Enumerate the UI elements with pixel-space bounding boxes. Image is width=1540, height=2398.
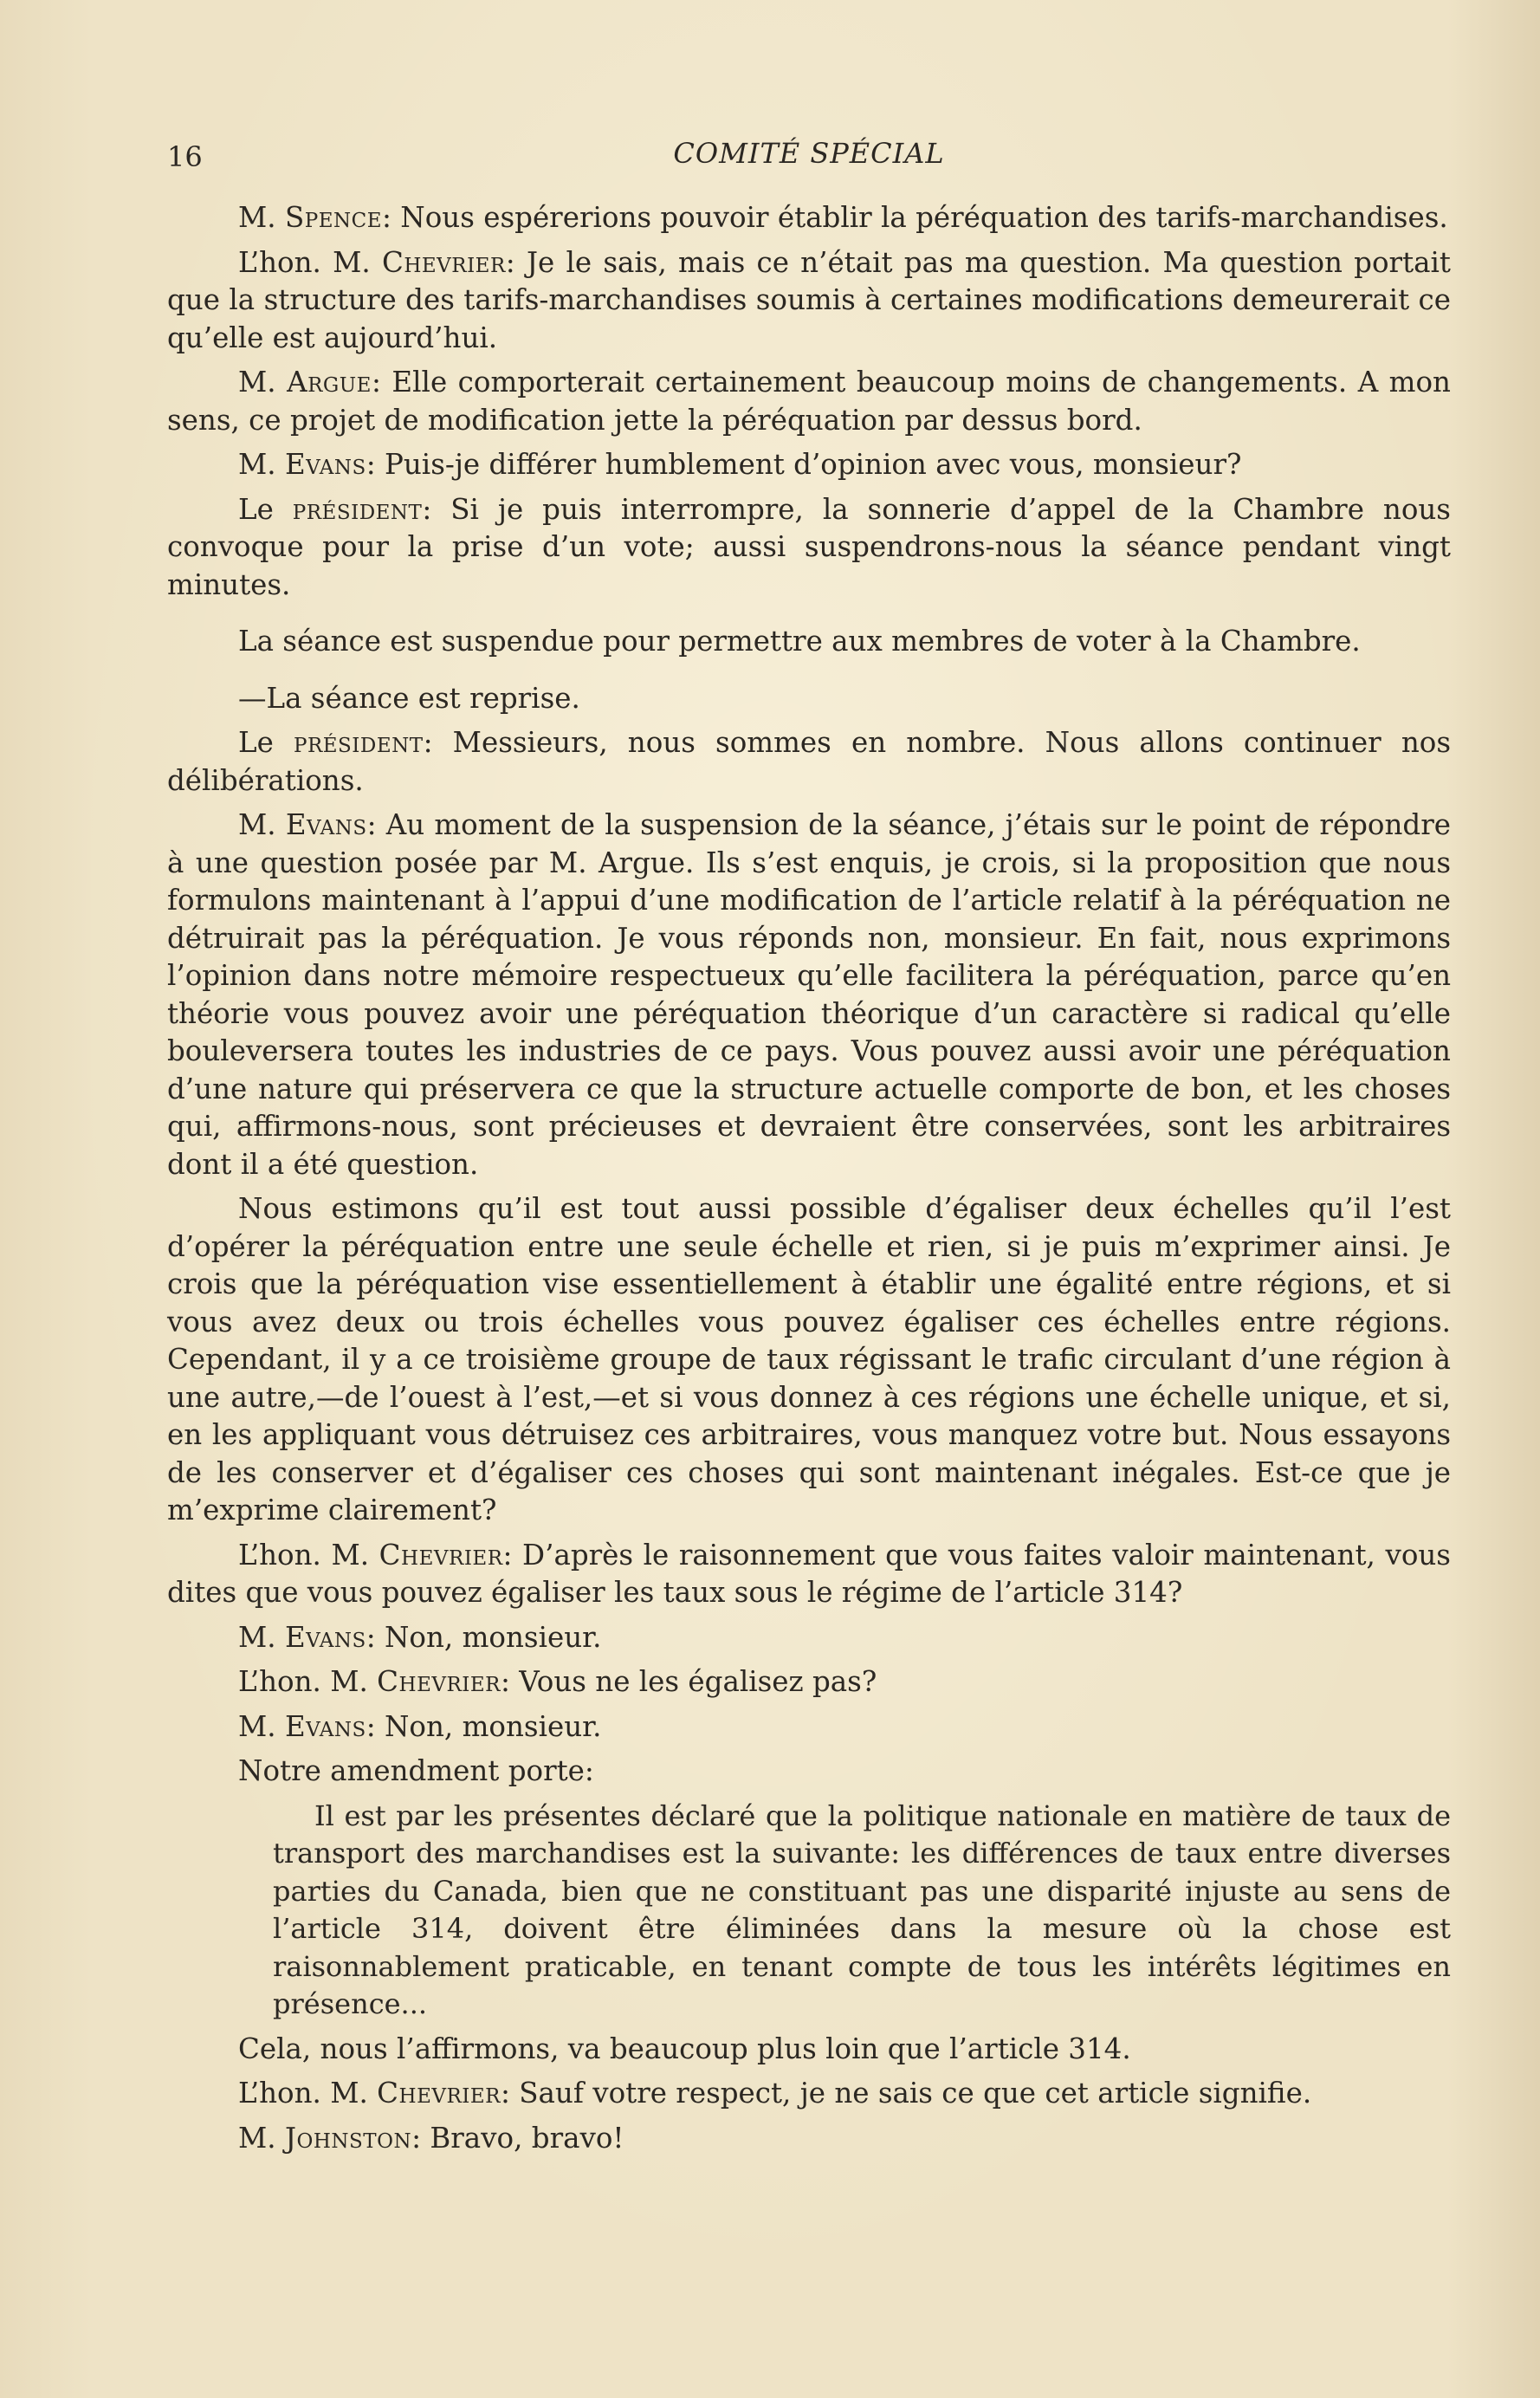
dialogue-paragraph: Le président: Messieurs, nous sommes en nombre. Nous allons continuer nos délibérations.: [167, 726, 1451, 797]
page-number: 16: [167, 140, 203, 173]
speaker-name: Evans: [284, 1620, 366, 1654]
speaker-name: Chevrier: [379, 1538, 503, 1572]
session-note: —La séance est reprise.: [238, 681, 580, 715]
body-paragraph: Notre amendment porte:: [238, 1754, 594, 1787]
dialogue-paragraph: M. Evans: Au moment de la suspension de la séance, j’étais sur le point de répondre à une question posée par M. Argue. Ils s’est enquis, je crois, si la proposition que nous formulons maintenant à l’appui d’une modification de l’article relatif à la péréquation ne détruirait pas la péréquation. Je vous réponds non, monsieur. En fait, nous exprimons l’opinion dans notre mémoire respectueux qu’elle facilitera la péréquation, parce qu’en théorie vous pouvez avoir une péréquation théorique d’un caractère si radical qu’elle bouleversera toutes les industries de ce pays. Vous pouvez aussi avoir une péréquation d’une nature qui préservera ce que la structure actuelle comporte de bon, et les choses qui, affirmons-nous, sont précieuses et devraient être conservées, sont les arbitraires dont il a été question.: [167, 808, 1451, 1181]
dialogue-paragraph: M. Evans: Puis-je différer humblement d’opinion avec vous, monsieur?: [238, 448, 1242, 481]
running-title: COMITÉ SPÉCIAL: [673, 137, 945, 170]
speaker-name: Spence: [284, 201, 382, 234]
speaker-name: Evans: [284, 1709, 366, 1743]
document-page: [167, 130, 1451, 2164]
speaker-name: président: [293, 726, 424, 759]
dialogue-paragraph: M. Argue: Elle comporterait certainement beaucoup moins de changements. A mon sens, ce projet de modification jette la péréquation par dessus bord.: [167, 366, 1451, 437]
speaker-name: président: [292, 492, 423, 526]
speaker-name: Chevrier: [381, 245, 506, 279]
dialogue-paragraph: L’hon. M. Chevrier: Je le sais, mais ce n’était pas ma question. Ma question portait que la structure des tarifs-marchandises soumis à certaines modifications demeurerait ce qu’elle est aujourd’hui.: [167, 245, 1451, 354]
speaker-name: Chevrier: [377, 1665, 501, 1698]
dialogue-paragraph: L’hon. M. Chevrier: Sauf votre respect, je ne sais ce que cet article signifie.: [238, 2077, 1312, 2110]
dialogue-paragraph: Le président: Si je puis interrompre, la sonnerie d’appel de la Chambre nous convoque pour la prise d’un vote; aussi suspendrons-nous la séance pendant vingt minutes.: [167, 492, 1451, 601]
running-head: [167, 130, 1451, 182]
speaker-name: Evans: [284, 448, 366, 481]
dialogue-paragraph: M. Johnston: Bravo, bravo!: [238, 2121, 624, 2155]
block-quote: Il est par les présentes déclaré que la politique nationale en matière de taux de transport des marchandises est la suivante: les différences de taux entre diverses parties du Canada, bien que ne constituant pas une disparité injuste au sens de l’article 314, doivent être éliminées dans la mesure où la chose est raisonnablement praticable, en tenant compte de tous les intérêts légitimes en présence...: [273, 1798, 1451, 2020]
dialogue-paragraph: L’hon. M. Chevrier: Vous ne les égalisez pas?: [238, 1665, 877, 1698]
dialogue-paragraph: L’hon. M. Chevrier: D’après le raisonnement que vous faites valoir maintenant, vous dites que vous pouvez égaliser les taux sous le régime de l’article 314?: [167, 1538, 1451, 1609]
dialogue-paragraph: M. Evans: Non, monsieur.: [238, 1620, 602, 1654]
speaker-name: Johnston: [284, 2121, 412, 2155]
body-paragraph: Cela, nous l’affirmons, va beaucoup plus loin que l’article 314.: [238, 2032, 1131, 2065]
speaker-name: Argue: [287, 366, 372, 399]
dialogue-paragraph: M. Evans: Non, monsieur.: [238, 1709, 602, 1743]
speaker-name: Evans: [285, 808, 367, 841]
speaker-name: Chevrier: [377, 2077, 501, 2110]
session-note: La séance est suspendue pour permettre aux membres de voter à la Chambre.: [238, 625, 1361, 658]
dialogue-paragraph: M. Spence: Nous espérerions pouvoir établir la péréquation des tarifs-marchandises.: [238, 201, 1448, 234]
body-paragraph: Nous estimons qu’il est tout aussi possible d’égaliser deux échelles qu’il l’est d’opérer la péréquation entre une seule échelle et rien, si je puis m’exprimer ainsi. Je crois que la péréquation vise essentiellement à établir une égalité entre régions, et si vous avez deux ou trois échelles vous pouvez égaliser ces échelles entre régions. Cependant, il y a ce troisième groupe de taux régissant le trafic circulant d’une région à une autre,—de l’ouest à l’est,—et si vous donnez à ces régions une échelle unique, et si, en les appliquant vous détruisez ces arbitraires, vous manquez votre but. Nous essayons de les conserver et d’égaliser ces choses qui sont maintenant inégales. Est-ce que je m’exprime clairement?: [167, 1192, 1451, 1526]
